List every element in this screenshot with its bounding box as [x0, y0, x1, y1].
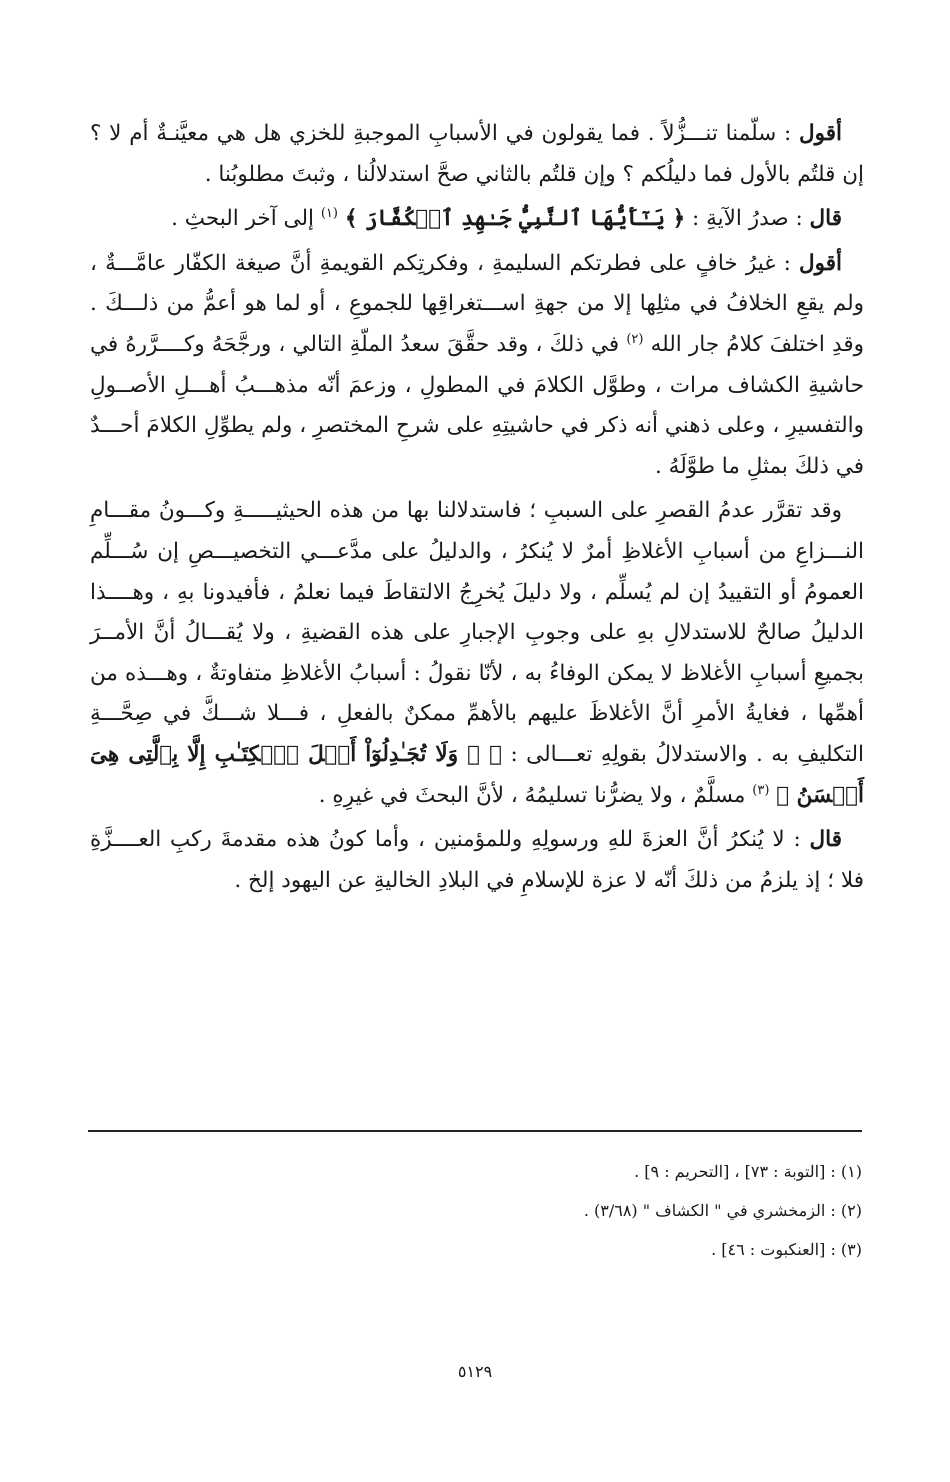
paragraph — [90, 820, 864, 901]
footnotes — [88, 1152, 862, 1269]
paragraph — [90, 114, 864, 195]
quran-verse: ﴿ يَـٰٓأَيُّهَا ٱلنَّبِيُّ جَـٰهِدِ ٱلۡكُفَّارَ ﴾ — [344, 206, 686, 232]
text-segment: وقد تقرَّر عدمُ القصرِ على السببِ ؛ فاستدلالنا بها من هذه الحيثيـــــةِ وكـــونُ مقـــامِ النـــزاعِ من أسبابِ الأغلاظِ أمرٌ لا يُنكرُ ، والدليلُ على مدَّعـــي التخصيـــصِ إن سُـــلِّم العمومُ أو التقييدُ إن لم يُسلِّم ، ولا دليلَ يُخرِجُ الالتقاطَ فيما نعلمُ ، فأفيدونا بهِ ، وهــــذا الدليلُ صالحٌ للاستدلالِ بهِ على وجوبِ الإجبارِ على هذه القضيةِ ، ولا يُقـــالُ أنَّ الأمــرَ بجميعِ أسبابِ الأغلاظ لا يمكن الوفاءُ به ، لأنّا نقولُ : أسبابُ الأغلاظِ متفاوتةٌ ، وهـــذه من أهمِّها ، فغايةُ الأمرِ أنَّ الأغلاظَ عليهم بالأهمِّ ممكنٌ بالفعلِ ، فـــلا شـــكَّ في صِحَّـــةِ التكليفِ به . والاستدلالُ بقولِهِ تعـــالى : — [90, 498, 864, 767]
speaker-label: أقول — [799, 250, 842, 276]
quran-verse: ﴿ ۞ وَلَا تُجَـٰدِلُوٓاْ أَهۡلَ ٱلۡكِتَـٰبِ إِلَّا بِٱلَّتِى هِىَ أَحۡسَنُ ﴾ — [90, 741, 864, 808]
text-segment: : لا يُنكرُ أنَّ العزةَ للهِ ورسولِهِ وللمؤمنين ، وأما كونُ هذه مقدمةَ ركبِ العــــزَّةِ فلا ؛ إذ يلزمُ من ذلكَ أنّه لا عزة للإسلامِ في البلادِ الخاليةِ عن اليهود إلخ . — [90, 827, 864, 893]
text-segment: إلى آخر البحثِ . — [171, 206, 314, 232]
text-segment: مسلَّمٌ ، ولا يضرُّنا تسليمُهُ ، لأنَّ البحثَ في غيرِهِ . — [318, 782, 746, 808]
footnote: (٢) : الزمخشري في " الكشاف " (٣/٦٨) . — [583, 1201, 862, 1220]
speaker-label: قال — [809, 206, 842, 232]
speaker-label: أقول — [799, 121, 842, 146]
main-text — [90, 114, 864, 905]
footnote-ref: (٣) — [752, 782, 770, 798]
paragraph — [90, 491, 864, 816]
paragraph — [90, 199, 864, 240]
paragraph — [90, 244, 864, 488]
text-segment: : سلّمنا تنـــزُّلاً . فما يقولون في الأسبابِ الموجبةِ للخزي هل هي معيَّنـةٌ أم لا ؟ إن قلتُم بالأول فما دليلُكم ؟ وإن قلتُم بالثاني صحَّ استدلالُنا ، وثبتَ مطلوبُنا . — [90, 121, 864, 187]
footnote: (١) : [التوبة : ٧٣] ، [التحريم : ٩] . — [634, 1162, 862, 1181]
speaker-label: قال — [809, 827, 842, 853]
page-number: ٥١٢٩ — [457, 1362, 493, 1381]
text-segment: : غيرُ خافٍ على فطرتكم السليمةِ ، وفكرتِكم القويمةِ أنَّ صيغة الكفّار عامَّـــةٌ ، ولم يقعِ الخلافُ في مثلِها إلا من جهةِ اســـتغراقِها للجموعِ ، أو لما هو أعمُّ من ذلـــكَ . وقدِ اختلفَ كلامُ جار الله — [90, 250, 864, 357]
text-segment: في ذلكَ ، وقد حقَّقَ سعدُ الملّةِ التالي ، ورجَّحَهُ وكــــرَّرهُ في حاشيةِ الكشاف مرات ، وطوَّل الكلامَ في المطولِ ، وزعمَ أنّه مذهـــبُ أهـــلِ الأصــولِ والتفسيرِ ، وعلى ذهني أنه ذكر في حاشيتِهِ على شرحِ المختصرِ ، ولم يطوِّلِ الكلامَ أحـــدٌ في ذلكَ بمثلِ ما طوَّلَهُ . — [90, 331, 864, 479]
footnote-ref: (١) — [320, 206, 338, 222]
footnote-ref: (٢) — [626, 331, 644, 347]
text-segment: : صدرُ الآيةِ : — [685, 206, 803, 232]
footnote-divider — [88, 1130, 862, 1132]
footnote: (٣) : [العنكبوت : ٤٦] . — [711, 1240, 862, 1259]
